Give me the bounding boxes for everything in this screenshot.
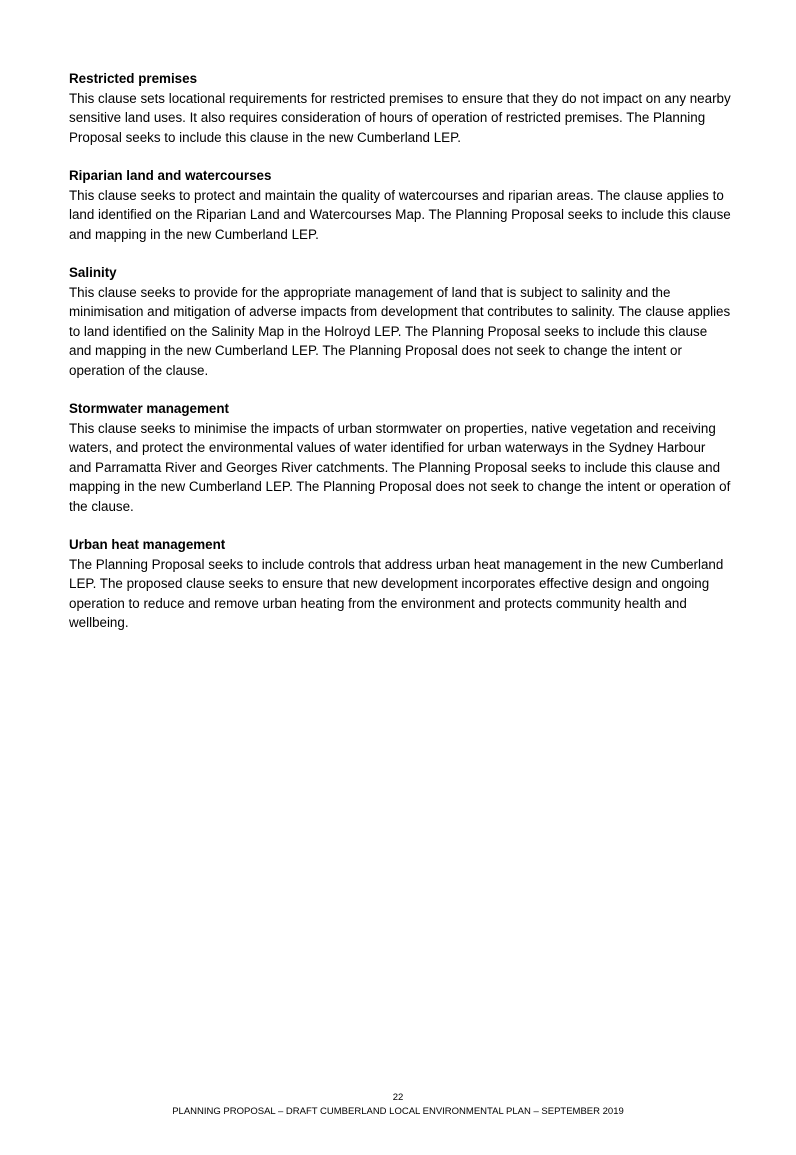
document-body [69,69,731,652]
footer-title: PLANNING PROPOSAL – DRAFT CUMBERLAND LOCAL ENVIRONMENTAL PLAN – SEPTEMBER 2019 [172,1106,624,1117]
section-paragraph: This clause seeks to minimise the impacts of urban stormwater on properties, native vegetation and receiving waters, and protect the environmental values of water identified for urban waterways in the Sydney Harbour and Parramatta River and Georges River catchments. The Planning Proposal seeks to include this clause and mapping in the new Cumberland LEP. The Planning Proposal does not seek to change the intent or operation of the clause. [69,420,731,514]
section-heading: Urban heat management [69,537,226,552]
section-heading: Restricted premises [69,71,198,86]
section-heading: Riparian land and watercourses [69,168,272,183]
section-restricted-premises [69,69,731,147]
section-heading: Stormwater management [69,401,229,416]
section-stormwater-management [69,399,731,516]
section-riparian-land [69,166,731,244]
section-salinity [69,263,731,380]
section-urban-heat-management [69,535,731,633]
section-heading: Salinity [69,265,117,280]
page-footer [0,1091,796,1119]
section-paragraph: This clause sets locational requirements for restricted premises to ensure that they do not impact on any nearby sensitive land uses. It also requires consideration of hours of operation of restricted premises. The Planning Proposal seeks to include this clause in the new Cumberland LEP. [69,90,731,145]
section-paragraph: This clause seeks to protect and maintain the quality of watercourses and riparian areas. The clause applies to land identified on the Riparian Land and Watercourses Map. The Planning Proposal seeks to include this clause and mapping in the new Cumberland LEP. [69,187,731,242]
section-paragraph: The Planning Proposal seeks to include controls that address urban heat management in the new Cumberland LEP. The proposed clause seeks to ensure that new development incorporates effective design and ongoing operation to reduce and remove urban heating from the environment and protects community health and wellbeing. [69,556,724,630]
section-paragraph: This clause seeks to provide for the appropriate management of land that is subject to salinity and the minimisation and mitigation of adverse impacts from development that contributes to salinity. The clause applies to land identified on the Salinity Map in the Holroyd LEP. The Planning Proposal seeks to include this clause and mapping in the new Cumberland LEP. The Planning Proposal does not seek to change the intent or operation of the clause. [69,284,731,378]
page-number: 22 [392,1092,404,1103]
